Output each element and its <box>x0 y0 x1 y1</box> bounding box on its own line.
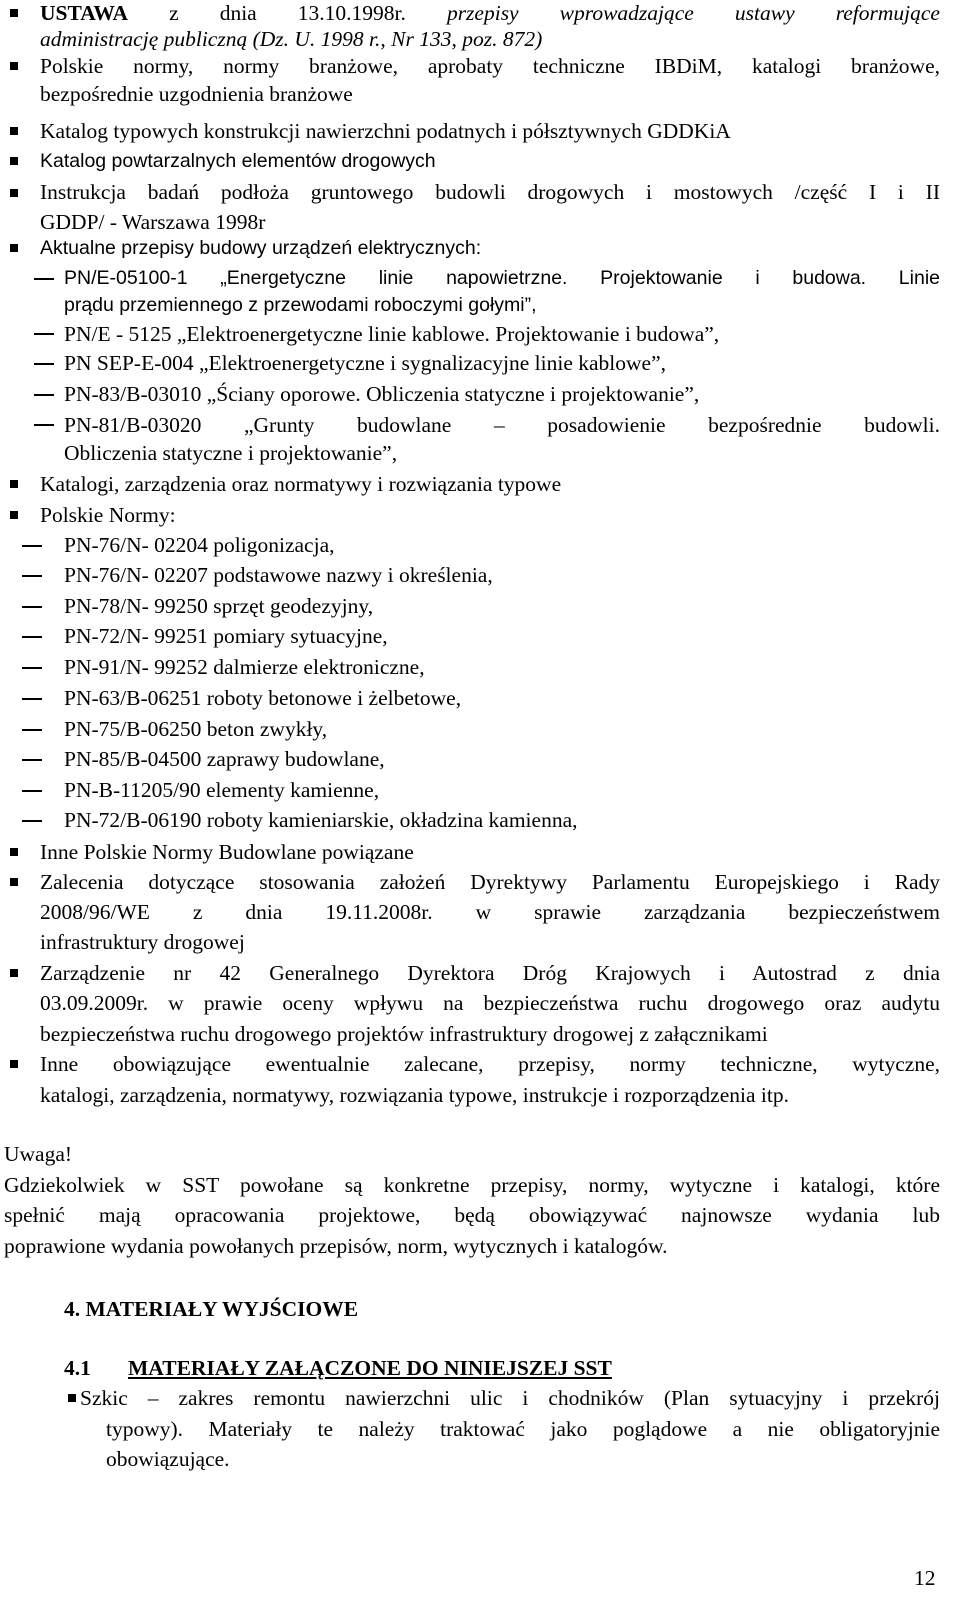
bullet-zalecenia-line3: infrastruktury drogowej <box>40 930 245 954</box>
bullet-polskie-normy-header: Polskie Normy: <box>40 503 176 527</box>
bullet-polskie-normy-line1: Polskie normy, normy branżowe, aprobaty techniczne IBDiM, katalogi branżowe, <box>40 54 940 78</box>
bullet-zalecenia-line2: 2008/96/WE z dnia 19.11.2008r. w sprawie zarządzania bezpieczeństwem <box>40 900 940 924</box>
note-title: Uwaga! <box>4 1142 73 1166</box>
dash-icon <box>22 820 42 822</box>
norm-item: PN-75/B-06250 beton zwykły, <box>64 717 328 741</box>
section-number-4-1: 4.1 <box>64 1356 91 1380</box>
bullet-zarzadzenie-line3: bezpieczeństwa ruchu drogowego projektów infrastruktury drogowej z załącznikami <box>40 1022 768 1046</box>
bullet-square-icon <box>10 244 18 252</box>
norm-item: PN-63/B-06251 roboty betonowe i żelbetowe, <box>64 686 462 710</box>
bullet-szkic-line2: typowy). Materiały te należy traktować jako poglądowe a nie obligatoryjnie <box>106 1417 940 1441</box>
dash-icon <box>22 698 42 700</box>
bullet-inne-obowiazujace-line1: Inne obowiązujące ewentualnie zalecane, przepisy, normy techniczne, wytyczne, <box>40 1052 940 1076</box>
bullet-instrukcja-line1: Instrukcja badań podłoża gruntowego budowli drogowych i mostowych /część I i II <box>40 180 940 204</box>
bullet-ustawa-line2: administrację publiczną (Dz. U. 1998 r., Nr 133, poz. 872) <box>40 27 543 51</box>
bullet-szkic-line1: Szkic – zakres remontu nawierzchni ulic i chodników (Plan sytuacyjny i przekrój <box>80 1386 940 1410</box>
dash-icon <box>22 575 42 577</box>
bullet-katalogi-zarzadzenia: Katalogi, zarządzenia oraz normatywy i rozwiązania typowe <box>40 472 562 496</box>
norm-item: PN-91/N- 99252 dalmierze elektroniczne, <box>64 655 425 679</box>
dash-pn-e-5125: PN/E - 5125 „Elektroenergetyczne linie kablowe. Projektowanie i budowa”, <box>64 322 720 346</box>
ustawa-italic: przepisy wprowadzające ustawy reformujące <box>446 1 940 25</box>
dash-pn-e-05100-line2: prądu przemiennego z przewodami roboczymi gołymi”, <box>64 294 537 316</box>
dash-icon <box>34 363 54 365</box>
dash-icon <box>34 333 54 335</box>
bullet-katalog-elementow: Katalog powtarzalnych elementów drogowych <box>40 150 436 172</box>
bullet-aktualne-przepisy: Aktualne przepisy budowy urządzeń elektrycznych: <box>40 237 482 259</box>
bullet-square-icon <box>10 969 18 977</box>
bullet-square-icon <box>10 189 18 197</box>
dash-icon <box>34 278 54 280</box>
section-heading-4: 4. MATERIAŁY WYJŚCIOWE <box>64 1297 359 1321</box>
bullet-ustawa-line1 <box>40 0 940 26</box>
bullet-zarzadzenie-line2: 03.09.2009r. w prawie oceny wpływu na bezpieczeństwa ruchu drogowego oraz audytu <box>40 991 940 1015</box>
ustawa-bold: USTAWA <box>40 1 129 25</box>
dash-pn-81-b-03020-line2: Obliczenia statyczne i projektowanie”, <box>64 441 398 465</box>
ustawa-date: z dnia 13.10.1998r. <box>128 1 447 25</box>
dash-icon <box>22 636 42 638</box>
bullet-zalecenia-line1: Zalecenia dotyczące stosowania założeń Dyrektywy Parlamentu Europejskiego i Rady <box>40 870 940 894</box>
dash-icon <box>22 729 42 731</box>
bullet-zarzadzenie-line1: Zarządzenie nr 42 Generalnego Dyrektora Dróg Krajowych i Autostrad z dnia <box>40 961 940 985</box>
dash-icon <box>22 606 42 608</box>
section-heading-4-1: MATERIAŁY ZAŁĄCZONE DO NINIEJSZEJ SST <box>128 1356 612 1380</box>
bullet-square-icon <box>10 62 18 70</box>
norm-item: PN-76/N- 02207 podstawowe nazwy i określenia, <box>64 563 493 587</box>
dash-icon <box>34 394 54 396</box>
bullet-katalog-konstrukcji: Katalog typowych konstrukcji nawierzchni podatnych i półsztywnych GDDKiA <box>40 119 731 143</box>
norm-item: PN-B-11205/90 elementy kamienne, <box>64 778 380 802</box>
dash-pn-sep: PN SEP-E-004 „Elektroenergetyczne i sygnalizacyjne linie kablowe”, <box>64 351 666 375</box>
norm-item: PN-76/N- 02204 poligonizacja, <box>64 533 335 557</box>
dash-icon <box>22 790 42 792</box>
bullet-square-icon <box>10 848 18 856</box>
bullet-square-icon <box>10 127 18 135</box>
dash-pn-83-b-03010: PN-83/B-03010 „Ściany oporowe. Obliczenia statyczne i projektowanie”, <box>64 382 700 406</box>
norm-item: PN-72/B-06190 roboty kamieniarskie, okładzina kamienna, <box>64 808 578 832</box>
bullet-square-icon <box>10 1060 18 1068</box>
bullet-inne-obowiazujace-line2: katalogi, zarządzenia, normatywy, rozwiązania typowe, instrukcje i rozporządzenia itp. <box>40 1083 789 1107</box>
bullet-square-icon <box>10 9 18 17</box>
note-line1: Gdziekolwiek w SST powołane są konkretne przepisy, normy, wytyczne i katalogi, które <box>4 1173 940 1197</box>
bullet-instrukcja-line2: GDDP/ - Warszawa 1998r <box>40 210 266 234</box>
dash-pn-81-b-03020-line1: PN-81/B-03020 „Grunty budowlane – posadowienie bezpośrednie budowli. <box>64 413 940 437</box>
bullet-square-icon <box>10 480 18 488</box>
bullet-inne-polskie-normy: Inne Polskie Normy Budowlane powiązane <box>40 840 414 864</box>
norm-item: PN-72/N- 99251 pomiary sytuacyjne, <box>64 624 388 648</box>
dash-icon <box>22 759 42 761</box>
bullet-square-icon <box>68 1394 76 1402</box>
note-line3: poprawione wydania powołanych przepisów, norm, wytycznych i katalogów. <box>4 1234 668 1258</box>
note-line2: spełnić mają opracowania projektowe, będą obowiązywać najnowsze wydania lub <box>4 1203 940 1227</box>
dash-icon <box>22 545 42 547</box>
norm-item: PN-78/N- 99250 sprzęt geodezyjny, <box>64 594 374 618</box>
bullet-square-icon <box>10 511 18 519</box>
dash-pn-e-05100-line1: PN/E-05100-1 „Energetyczne linie napowietrzne. Projektowanie i budowa. Linie <box>64 267 940 289</box>
bullet-square-icon <box>10 157 18 165</box>
dash-icon <box>22 667 42 669</box>
bullet-polskie-normy-line2: bezpośrednie uzgodnienia branżowe <box>40 82 353 106</box>
bullet-square-icon <box>10 878 18 886</box>
bullet-szkic-line3: obowiązujące. <box>106 1447 230 1471</box>
dash-icon <box>34 424 54 426</box>
page-number: 12 <box>914 1566 936 1590</box>
norm-item: PN-85/B-04500 zaprawy budowlane, <box>64 747 385 771</box>
